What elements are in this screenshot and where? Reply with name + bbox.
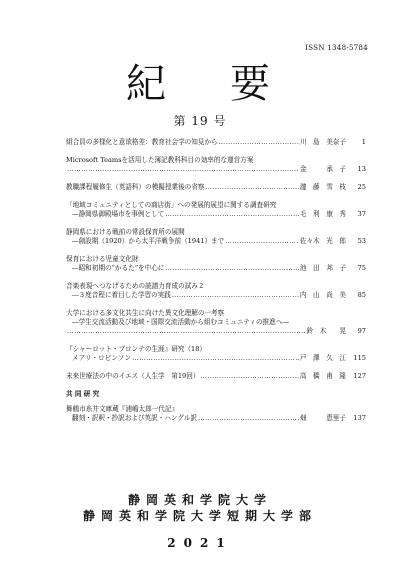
toc-entry: 保育における児童文化財 ―昭和初期の“かるた”を中心に ……………………………………………………………………………………………………………………………………… 池 田 邦 子 75	[66, 255, 366, 273]
toc-entry: 舞鶴市糸井文庫蔵『浦嶋太郎一代記』 翻刻・訳釈・抄訳および英訳・ハングル訳 ……………………………………………………………………………………………………………………………………… 畑 恵里子 137	[66, 405, 366, 423]
table-of-contents	[66, 138, 366, 432]
publication-year: 2021	[167, 536, 233, 550]
issn: ISSN 1348-5784	[305, 44, 368, 52]
publisher	[0, 492, 400, 524]
issue-number: 第 19 号	[173, 114, 227, 128]
toc-entry: 「地域コミュニティとしての商店街」への発展的展望に関する調査研究 ―静岡県御殿場市を事例として ……………………………………………………………………………………………………………………………………… 毛 利 康 秀 37	[66, 201, 366, 219]
toc-entry: 音楽表現へつなげるための読譜力育成の試み２ ―３度音程に着目した学習の実践 ……………………………………………………………………………………………………………………………………… 内 山 尚 美 85	[66, 282, 366, 300]
toc-entry: 組合員の多様化と意欲格差：教育社会学の知見から ……………………………………………………………………………………………………………………………………… 川 島 美奈子 1	[66, 138, 366, 147]
toc-entry: 静岡県における戦前の常設保育所の展開 ―創設期（1920）から太平洋戦争前（1941）まで ……………………………………………………………………………………………………………………………………… 佐々木 光 郎 53	[66, 228, 366, 246]
toc-entry: Microsoft Teamsを活用した簿記教科科目の効率的な運営方案 ……………………………………………………………………………………………………………………………………… 金 承 子 13	[66, 156, 366, 174]
publisher-university: 静岡英和学院大学	[127, 493, 272, 507]
toc-entry: 未来世療法の中のイエス（人生学 第19回） ……………………………………………………………………………………………………………………………………… 高 橋 甫 隆 127	[66, 372, 366, 381]
toc-entry: 教職課程履修生（英語科）の模擬授業後の省察 ……………………………………………………………………………………………………………………………………… 瀧 藤 雪 枝 25	[66, 183, 366, 192]
toc-entry: 大学における多文化共生に向けた異文化理解の一考察 ―学生交流活動及び地域・国際交流活動から組むコミュニティの推進へ― ……………………………………………………………………………………………………………………………………… 鈴 木 晃 97	[66, 309, 366, 336]
section-heading: 共 同 研 究	[66, 390, 100, 398]
journal-title: 紀要	[126, 61, 334, 107]
toc-entry: 『シャーロット・ブロンテの生涯』研究（18） メアリ・ロビンソン ……………………………………………………………………………………………………………………………………… 戸 澤 久 江 115	[66, 345, 366, 363]
publisher-junior-college: 静岡英和学院大学短期大学部	[82, 509, 317, 523]
